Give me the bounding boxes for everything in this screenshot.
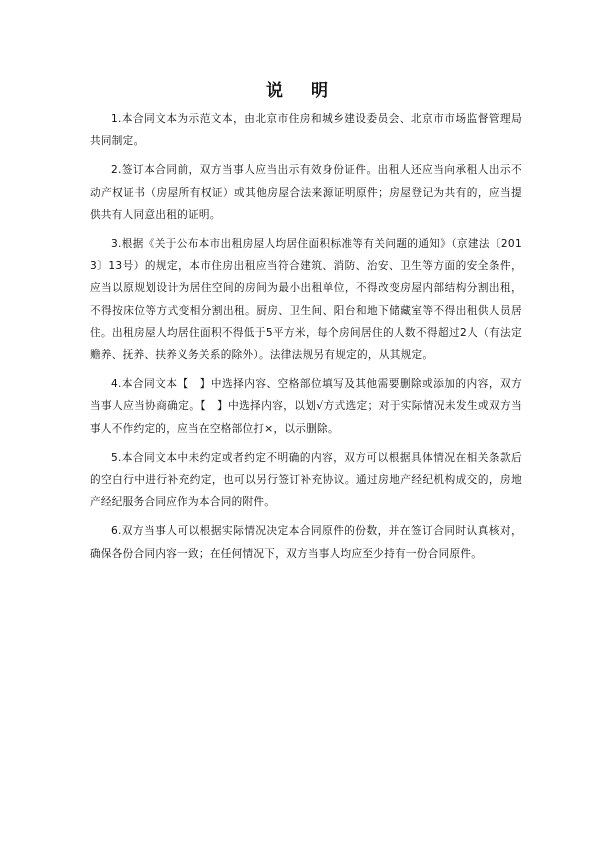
instructions-body	[90, 108, 522, 572]
instruction-paragraph-1: 1.本合同文本为示范文本，由北京市住房和城乡建设委员会、北京市市场监督管理局共同制定。	[90, 113, 522, 148]
instruction-paragraph-3: 3.根据《关于公布本市出租房屋人均居住面积标准等有关问题的通知》（京建法〔2013〕13号）的规定，本市住房出租应当符合建筑、消防、治安、卫生等方面的安全条件，应当以原规划设计为居住空间的房间为最小出租单位，不得改变房屋内部结构分割出租，不得按床位等方式变相分割出租。厨房、卫生间、阳台和地下储藏室等不得出租供人员居住。出租房屋人均居住面积不得低于5平方米，每个房间居住的人数不得超过2人（有法定赡养、抚养、扶养义务关系的除外）。法律法规另有规定的，从其规定。	[90, 238, 522, 362]
instruction-paragraph-4: 4.本合同文本【 】中选择内容、空格部位填写及其他需要删除或添加的内容，双方当事人应当协商确定。【 】中选择内容，以划√方式选定；对于实际情况未发生或双方当事人不作约定的，应当在空格部位打×，以示删除。	[90, 378, 522, 435]
title-char-1: 说	[266, 81, 285, 101]
instruction-paragraph-5: 5.本合同文本中未约定或者约定不明确的内容，双方可以根据具体情况在相关条款后的空白行中进行补充约定，也可以另行签订补充协议。通过房地产经纪机构成交的，房地产经纪服务合同应作为本合同的附件。	[90, 451, 522, 509]
title-char-2: 明	[311, 81, 330, 101]
instruction-paragraph-2: 2.签订本合同前，双方当事人应当出示有效身份证件。出租人还应当向承租人出示不动产权证书（房屋所有权证）或其他房屋合法来源证明原件；房屋登记为共有的，应当提供共有人同意出租的证明。	[90, 164, 522, 221]
instruction-paragraph-6: 6.双方当事人可以根据实际情况决定本合同原件的份数，并在签订合同时认真核对，确保各份合同内容一致；在任何情况下，双方当事人均应至少持有一份合同原件。	[90, 525, 522, 560]
document-title	[0, 76, 596, 101]
